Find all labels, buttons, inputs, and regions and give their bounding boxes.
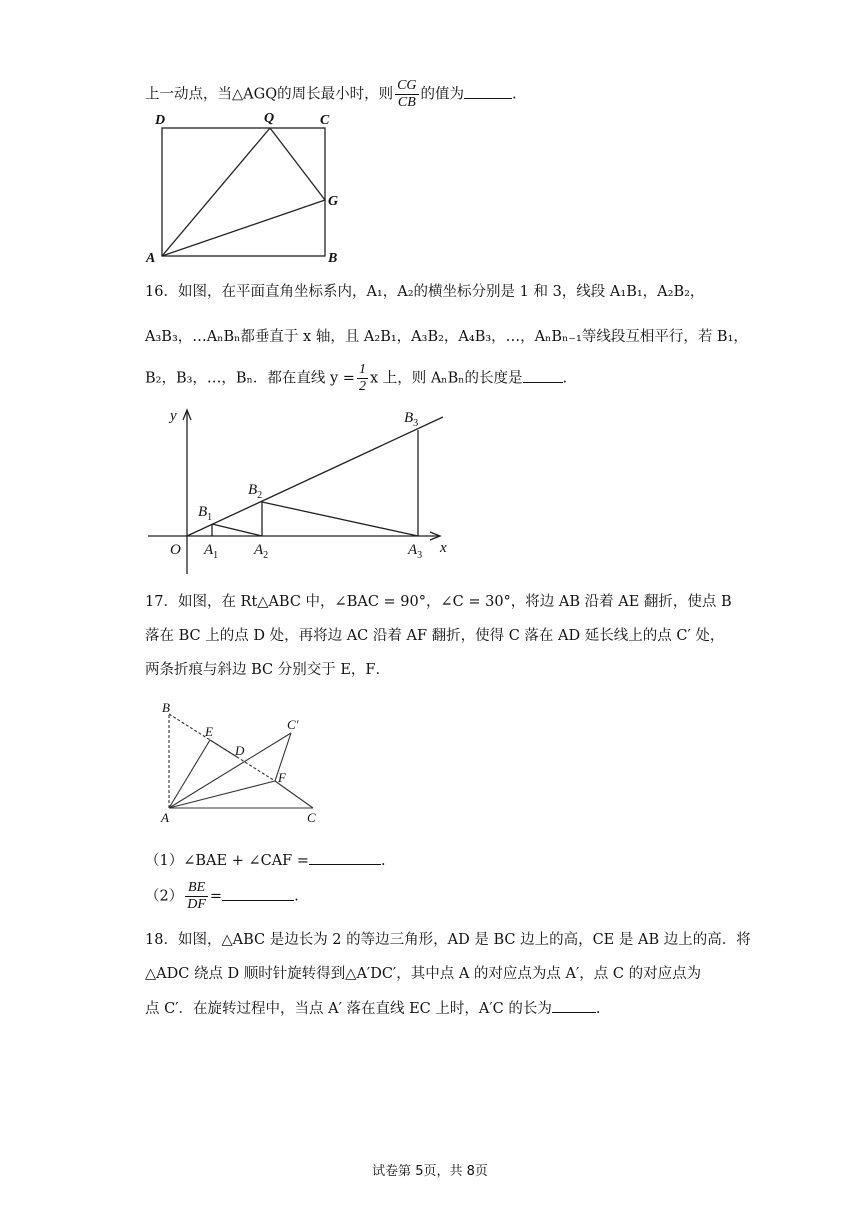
label-A: A — [161, 810, 169, 825]
label-y: y — [170, 408, 177, 424]
label-A1-sub: 1 — [213, 550, 219, 561]
q16-end: . — [562, 370, 568, 387]
label-B2-sub: 2 — [257, 490, 263, 501]
label-C: C — [307, 810, 316, 825]
q17-sub-2-den: DF — [187, 897, 206, 912]
label-C-prime: C′ — [287, 717, 299, 732]
q17-sub-2-fraction — [185, 880, 208, 913]
label-B2-letter: B — [248, 482, 258, 498]
label-B: B — [162, 700, 170, 715]
segment-AC-prime — [169, 733, 291, 808]
q17-line-2: 落在 BC 上的点 D 处，再将边 AC 沿着 AF 翻折，使得 C 落在 AD 延长线上的点 C′ 处， — [145, 628, 725, 644]
label-x: x — [440, 540, 447, 556]
label-A2-sub: 2 — [263, 550, 269, 561]
segment-QG — [270, 128, 325, 200]
label-A1-letter: A — [204, 542, 214, 558]
q17-sub-2-num: BE — [185, 880, 208, 897]
q16-line-3-b: x 上，则 AₙBₙ的长度是 — [369, 370, 523, 387]
q16-line-1: 16．如图，在平面直角坐标系内，A₁，A₂的横坐标分别是 1 和 3，线段 A₁B₁，A₂B₂， — [145, 284, 705, 300]
segment-AF — [169, 781, 275, 808]
label-C: C — [320, 113, 330, 128]
q17-sub-1 — [145, 850, 386, 871]
label-B1-letter: B — [198, 504, 208, 520]
q17-sub-2-end: . — [294, 888, 299, 905]
q16-line-3-a: B₂，B₃，…，Bₙ．都在直线 y = — [145, 370, 355, 387]
label-A3 — [407, 542, 422, 561]
figure-15-rectangle — [140, 104, 350, 269]
figure-16-coordinate-plane — [140, 402, 460, 582]
q17-line-1: 17．如图，在 Rt△ABC 中，∠BAC = 90°，∠C = 30°，将边 AB 沿着 AE 翻折，使点 B — [145, 594, 732, 610]
q15-text-b: 的值为 — [420, 86, 465, 103]
label-B3-letter: B — [404, 410, 414, 426]
label-D: D — [155, 113, 166, 128]
label-F: F — [278, 770, 286, 785]
label-B3-sub: 3 — [413, 418, 419, 429]
q15-end: . — [512, 86, 517, 103]
q18-line-2: △ADC 绕点 D 顺时针旋转得到△A′DC′，其中点 A 的对应点为点 A′，点 C 的对应点为 — [145, 966, 702, 982]
q17-line-3: 两条折痕与斜边 BC 分别交于 E，F． — [145, 662, 390, 678]
q15-frac-den: CB — [397, 95, 416, 110]
label-B2 — [248, 482, 262, 501]
line-y-half-x — [187, 417, 443, 536]
q17-sub-2-prefix: （2） — [145, 888, 184, 905]
q18-line-3-text: 点 C′．在旋转过程中，当点 A′ 落在直线 EC 上时，A′C 的长为 — [145, 1001, 552, 1017]
q15-text-a: 上一动点，当△AGQ的周长最小时，则 — [145, 86, 394, 103]
figure-17-triangle — [155, 700, 335, 830]
segment-B1A2 — [212, 524, 262, 536]
q17-sub-1-end: . — [381, 853, 386, 869]
segment-AE — [169, 740, 210, 808]
label-E: E — [205, 724, 213, 739]
label-Q: Q — [264, 111, 275, 126]
q17-sub-2 — [145, 880, 299, 913]
q17-sub-1-text: （1）∠BAE + ∠CAF = — [145, 853, 309, 869]
label-D: D — [235, 743, 245, 758]
q16-line-2: A₃B₃，…AₙBₙ都垂直于 x 轴，且 A₂B₁，A₃B₂，A₄B₃，…，AₙBₙ₋₁等线段互相平行，若 B₁， — [145, 329, 748, 345]
segment-FC — [275, 781, 313, 808]
label-B3 — [404, 410, 418, 429]
q18-end: . — [595, 1001, 601, 1017]
label-A2 — [253, 542, 268, 561]
label-A3-sub: 3 — [417, 550, 423, 561]
label-A1 — [203, 542, 218, 561]
q16-frac-num: 1 — [358, 362, 366, 377]
page-footer: 试卷第 5页，共 8页 — [372, 1164, 488, 1179]
label-G: G — [328, 194, 339, 209]
q18-answer-blank — [552, 998, 596, 1013]
label-A3-letter: A — [408, 542, 418, 558]
q15-fraction — [395, 78, 418, 111]
q16-frac-den: 2 — [358, 379, 366, 394]
q15-frac-num: CG — [397, 78, 417, 93]
rect-ABCD — [162, 128, 325, 256]
q16-fraction — [357, 362, 368, 395]
label-B1-sub: 1 — [207, 512, 213, 523]
label-A2-letter: A — [254, 542, 264, 558]
segment-B2A3 — [262, 502, 418, 536]
q17-sub-1-blank — [309, 850, 381, 865]
label-A: A — [146, 251, 156, 266]
q18-line-3 — [145, 998, 600, 1019]
q15-answer-blank — [464, 84, 512, 99]
q17-sub-2-blank — [222, 886, 294, 901]
q17-sub-2-eq: = — [209, 888, 223, 905]
segment-ED — [210, 740, 237, 757]
label-B: B — [328, 251, 338, 266]
q16-line-3 — [145, 362, 567, 395]
q18-line-1: 18．如图，△ABC 是边长为 2 的等边三角形，AD 是 BC 边上的高，CE 是 AB 边上的高．将 — [145, 932, 751, 948]
q16-answer-blank — [523, 368, 563, 383]
label-O: O — [170, 542, 181, 558]
label-B1 — [198, 504, 212, 523]
